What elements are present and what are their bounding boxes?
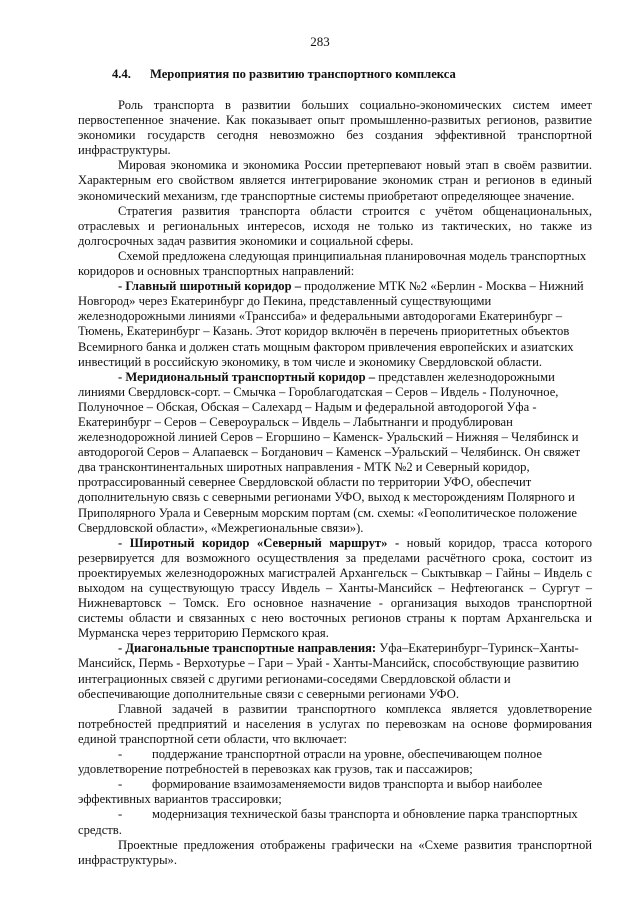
list-item [78, 807, 592, 837]
list-item-continuation: средств. [78, 822, 122, 837]
corridor-title: - Диагональные транспортные направления: [118, 641, 377, 656]
paragraph: Мировая экономика и экономика России претерпевают новый этап в своём развитии. Характерным его свойством является интегрирование экономик стран и регионов в единый экономический механизм, где транспортные системы приобретают определяющее значение. [78, 158, 592, 203]
list-item-continuation: удовлетворение потребностей в перевозках как грузов, так и пассажиров; [78, 762, 473, 777]
list-item-text: поддержание транспортной отрасли на уровне, обеспечивающем полное [152, 747, 542, 762]
corridor-text: представлен железнодорожными линиями Свердловск-сорт. – Смычка – Гороблагодатская – Серов – Ивдель - Полуночное, Полуночное – Обская, Обская – Салехард – Надым и федеральной автодорогой Уфа - Екатеринбург – Серов – Североуральск – Ивдель – Лабытнанги и продублирован железнодорожной линией Серов – Егоршино – Каменск- Уральский – Нижняя – Челябинск и автодорогой Серов – Алапаевск – Богданович – Каменск –Уральский – Челябинск. Он свяжет два трансконтинентальных широтных направления - МТК №2 и Северный коридор, протрассированный севернее Свердловской области по территории УФО, обеспечит дополнительную связь с северными регионами УФО, выход к месторождениям Полярного и Приполярного Урала и Северным морским портам (см. схемы: «Геополитическое положение Свердловской области», «Межрегиональные связи»). [78, 369, 581, 535]
bullet-list [78, 747, 592, 838]
corridor-paragraph [78, 641, 592, 701]
paragraph: Главной задачей в развитии транспортного комплекса является удовлетворение потребностей предприятий и населения в услугах по перевозкам на основе формирования единой транспортной сети области, что включает: [78, 701, 592, 746]
corridor-paragraph [78, 370, 592, 536]
paragraph: Схемой предложена следующая принципиальная планировочная модель транспортных коридоров и основных транспортных направлений: [78, 248, 587, 279]
corridor-title: - Широтный коридор «Северный маршрут» - [118, 535, 400, 550]
corridor-text: продолжение МТК №2 «Берлин - Москва – Нижний Новгород» через Екатеринбург до Пекина, представленный существующими железнодорожными линиями «Транссиба» и федеральными автодорогами Екатеринбург – Тюмень, Екатеринбург – Казань. Этот коридор включён в перечень приоритетных объектов Всемирного банка и должен стать мощным фактором привлечения европейских и азиатских инвестиций в российскую экономику, в том числе и экономику Свердловской области. [78, 279, 584, 369]
list-item-text: формирование взаимозаменяемости видов транспорта и выбор наиболее [152, 777, 543, 792]
corridor-text: новый коридор, трасса которого резервируется для возможного осуществления за пределами расчётного срока, состоит из проектируемых железнодорожных магистралей Архангельск – Сыктывкар – Гайны – Ивдель с выходом на существующую трассу Ивдель – Ханты-Мансийск – Нефтеюганск – Сургут – Нижневартовск – Томск. Его основное назначение - организация выходов транспортной системы области и связанных с нею восточных регионов страны к портам Архангельска и Мурманска через территорию Пермского края. [78, 535, 592, 641]
document-body [78, 98, 592, 868]
page-number: 283 [310, 34, 330, 49]
list-dash: - [118, 747, 123, 762]
section-heading [112, 67, 456, 82]
list-dash: - [118, 807, 123, 822]
list-item [78, 747, 592, 777]
section-number: 4.4. [112, 67, 131, 81]
corridor-paragraph [78, 536, 592, 642]
list-dash: - [118, 777, 123, 792]
corridor-title: - Главный широтный коридор – [118, 279, 302, 294]
paragraph: Проектные предложения отображены графически на «Схеме развития транспортной инфраструктуры». [78, 837, 592, 867]
corridor-paragraph [78, 279, 592, 370]
list-item [78, 777, 592, 807]
paragraph: Стратегия развития транспорта области строится с учётом общенациональных, отраслевых и региональных интересов, исходя не только из тактических, но также из долгосрочных задач развития экономики и социальной сферы. [78, 203, 592, 248]
paragraph: Роль транспорта в развитии больших социально-экономических систем имеет первостепенное значение. Как показывает опыт промышленно-развитых регионов, развитие экономики государств сегодня невозможно без создания эффективной транспортной инфраструктуры. [78, 98, 592, 158]
corridor-text: Уфа–Екатеринбург–Туринск–Ханты-Мансийск, Пермь - Верхотурье – Гари – Урай - Ханты-Мансийск, способствующие развитию интеграционных связей с другими регионами-соседями Свердловской области и обеспечивающие дополнительные связи с северными регионами УФО. [78, 641, 579, 701]
corridor-title: - Меридиональный транспортный коридор – [118, 369, 376, 384]
section-title: Мероприятия по развитию транспортного комплекса [150, 67, 456, 81]
list-item-text: модернизация технической базы транспорта и обновление парка транспортных [152, 807, 578, 822]
list-item-continuation: эффективных вариантов трассировки; [78, 792, 282, 807]
